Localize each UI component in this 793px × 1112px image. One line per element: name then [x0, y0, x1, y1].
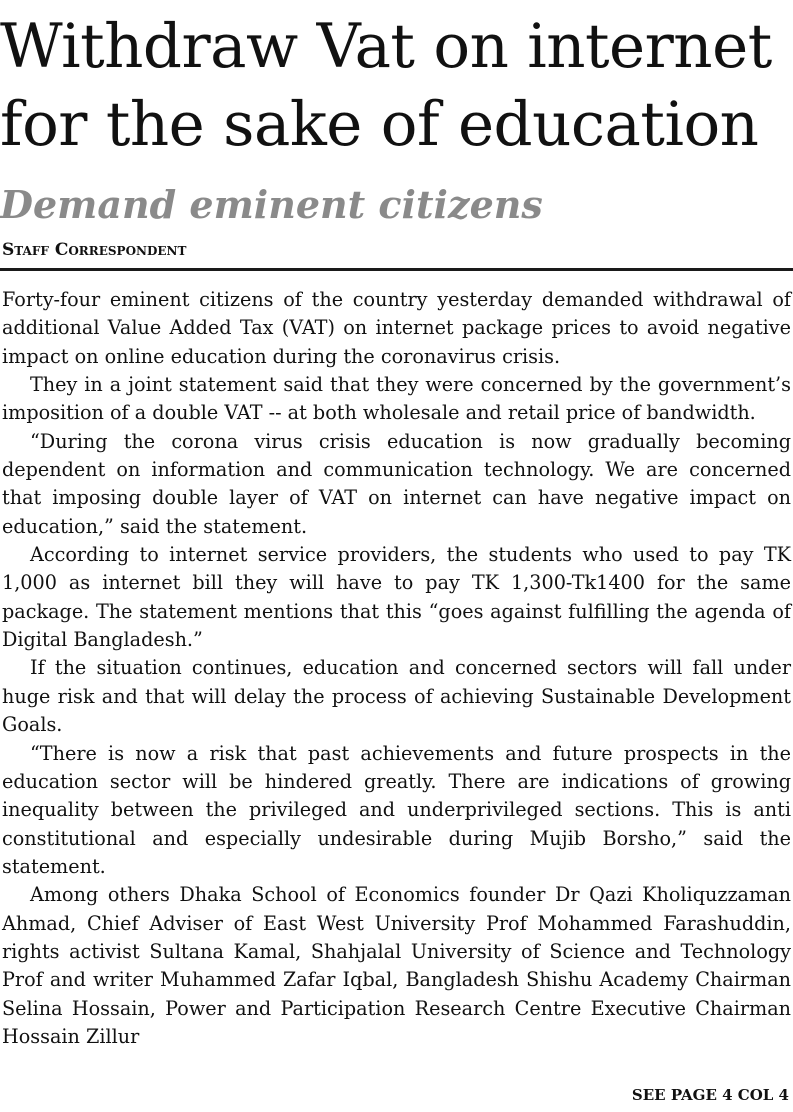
continued-on-page-note: SEE PAGE 4 COL 4: [631, 1086, 789, 1104]
paragraph-4: According to internet service providers, the students who used to pay TK 1,000 as internet bill they will have to pay TK 1,300-Tk1400 for the same package. The statement mentions that this “goes against fulfilling the agenda of Digital Bangladesh.”: [2, 543, 791, 652]
subheadline: Demand eminent citizens: [0, 182, 543, 227]
paragraph-3: “During the corona virus crisis education is now gradually becoming dependent on information and communication technology. We are concerned that imposing double layer of VAT on internet can have negative impact on education,” said the statement.: [2, 429, 791, 538]
paragraph-1: Forty-four eminent citizens of the country yesterday demanded withdrawal of additional Value Added Tax (VAT) on internet package prices to avoid negative impact on online education during the coronavirus crisis.: [2, 288, 791, 368]
article-body: [2, 286, 791, 1051]
paragraph-5: If the situation continues, education and concerned sectors will fall under huge risk and that will delay the process of achieving Sustainable Development Goals.: [2, 656, 791, 737]
headline-line-2: for the sake of education: [0, 89, 759, 160]
paragraph-7: Among others Dhaka School of Economics founder Dr Qazi Kholiquzzaman Ahmad, Chief Adviser of East West University Prof Mohammed Farashuddin, rights activist Sultana Kamal, Shahjalal University of Science and Technology Prof and writer Muhammed Zafar Iqbal, Bangladesh Shishu Academy Chairman Selina Hossain, Power and Participation Research Centre Executive Chairman Hossain Zillur: [2, 883, 791, 1048]
headline-line-1: Withdraw Vat on internet: [0, 11, 772, 82]
headline: [0, 8, 772, 164]
divider-rule: [0, 268, 793, 271]
paragraph-6: “There is now a risk that past achievements and future prospects in the education sector will be hindered greatly. There are indications of growing inequality between the privileged and underprivileged sections. This is anti constitutional and especially undesirable during Mujib Borsho,” said the statement.: [2, 741, 791, 878]
byline: Staff Correspondent: [2, 240, 187, 260]
paragraph-2: They in a joint statement said that they were concerned by the government’s imposition of a double VAT -- at both wholesale and retail price of bandwidth.: [2, 373, 791, 425]
